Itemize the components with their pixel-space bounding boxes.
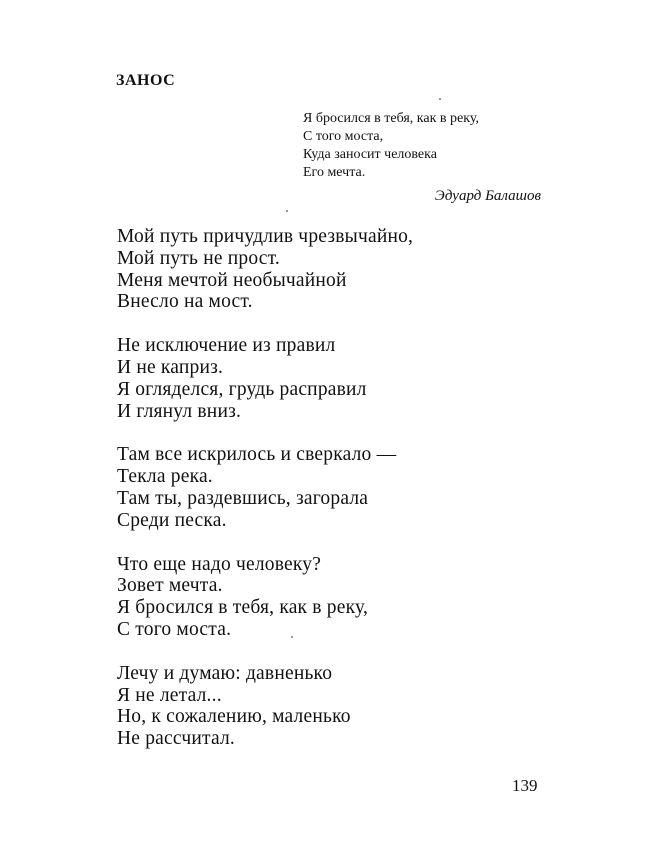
print-speck bbox=[286, 210, 288, 212]
print-speck bbox=[439, 98, 441, 100]
stanza bbox=[117, 554, 537, 641]
epigraph-line: Куда заносит человека bbox=[303, 147, 437, 162]
poem-line: Я бросился в тебя, как в реку, bbox=[117, 597, 369, 619]
poem-line: Что еще надо человеку? bbox=[117, 553, 322, 575]
poem-line: И не каприз. bbox=[117, 356, 224, 378]
epigraph-author: Эдуард Балашов bbox=[434, 188, 541, 204]
poem-line: Внесло на мост. bbox=[117, 291, 253, 313]
poem-line: И глянул вниз. bbox=[117, 400, 242, 422]
poem-line: Не исключение из правил bbox=[117, 335, 336, 357]
poem-line: Там все искрилось и сверкало — bbox=[117, 444, 397, 466]
epigraph-line: Я бросился в тебя, как в реку, bbox=[303, 111, 479, 126]
epigraph-line: Его мечта. bbox=[303, 165, 366, 180]
poem-line: С того моста. bbox=[117, 618, 232, 640]
poem-line: Текла река. bbox=[117, 466, 213, 488]
poem-line: Там ты, раздевшись, загорала bbox=[117, 487, 369, 509]
poem-body bbox=[117, 226, 537, 772]
poem-line: Мой путь причудлив чрезвычайно, bbox=[117, 226, 414, 247]
stanza bbox=[117, 663, 537, 750]
epigraph bbox=[303, 110, 543, 182]
epigraph-line: С того моста, bbox=[303, 129, 384, 144]
stanza bbox=[117, 444, 537, 531]
print-speck bbox=[291, 636, 293, 638]
stanza bbox=[117, 226, 537, 313]
stanza bbox=[117, 335, 537, 422]
poem-title: ЗАНОС bbox=[116, 72, 176, 89]
poem-line: Не рассчитал. bbox=[117, 728, 235, 750]
poem-line: Зовет мечта. bbox=[117, 575, 223, 597]
poem-line: Меня мечтой необычайной bbox=[117, 269, 347, 291]
poem-line: Мой путь не прост. bbox=[117, 247, 280, 269]
page-number: 139 bbox=[512, 776, 538, 795]
poem-line: Среди песка. bbox=[117, 509, 227, 531]
poem-line: Я огляделся, грудь расправил bbox=[117, 378, 367, 400]
poem-line: Лечу и думаю: давненько bbox=[117, 662, 333, 684]
poem-line: Я не летал... bbox=[117, 684, 222, 706]
poem-line: Но, к сожалению, маленько bbox=[117, 706, 351, 728]
